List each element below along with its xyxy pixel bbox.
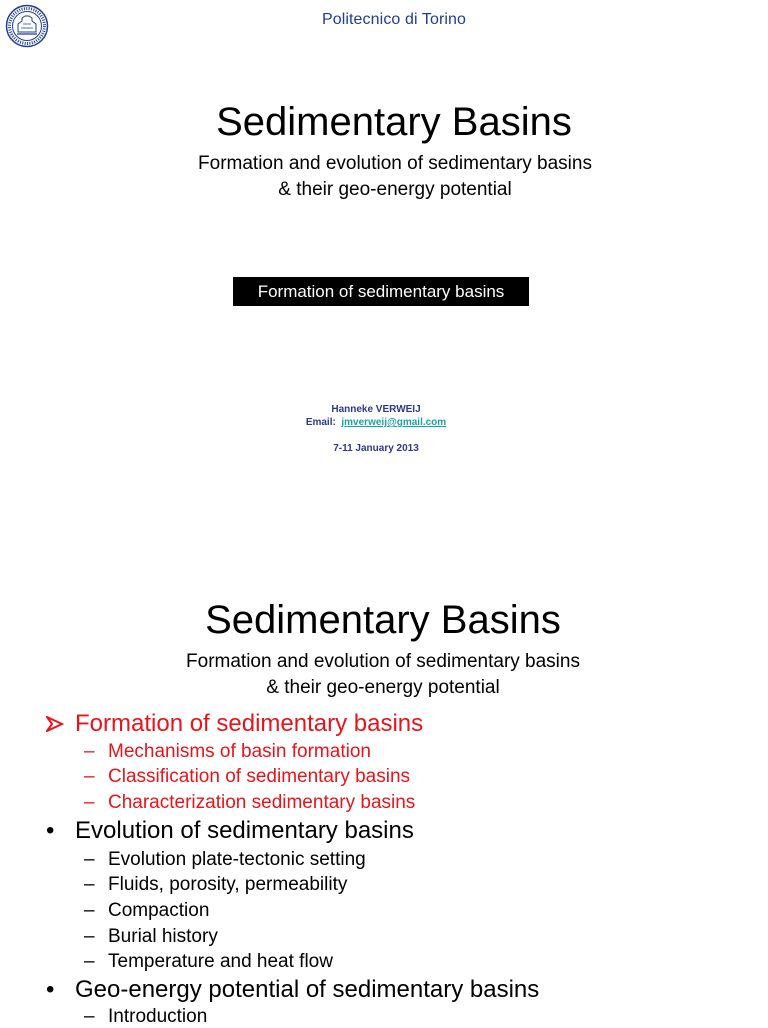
sub-bullet-item: – Evolution plate-tectonic setting bbox=[84, 849, 366, 870]
bullet-label: Geo-energy potential of sedimentary basins bbox=[75, 976, 540, 1003]
dot-bullet-icon: • bbox=[46, 817, 55, 844]
date-text: 7-11 January 2013 bbox=[333, 443, 419, 454]
sub-bullet-item: – Fluids, porosity, permeability bbox=[84, 874, 348, 895]
sub-bullet-item: – Classification of sedimentary basins bbox=[84, 766, 411, 787]
sub-bullet-item: – Introduction bbox=[84, 1006, 208, 1027]
sub-bullet-label: Fluids, porosity, permeability bbox=[108, 874, 348, 895]
dot-bullet-icon: • bbox=[46, 976, 55, 1003]
sub-bullet-item: – Mechanisms of basin formation bbox=[84, 741, 371, 762]
slide2-subtitle-line1: Formation and evolution of sedimentary basins bbox=[186, 651, 580, 672]
slide2-subtitle-line2: & their geo-energy potential bbox=[266, 677, 500, 698]
sub-bullet-label: Temperature and heat flow bbox=[108, 951, 333, 972]
arrow-bullet-icon bbox=[46, 716, 64, 732]
institution-name: Politecnico di Torino bbox=[321, 11, 467, 28]
slide1-subtitle-line1: Formation and evolution of sedimentary basins bbox=[198, 153, 592, 174]
author-name: Hanneke VERWEIJ bbox=[331, 404, 421, 415]
sub-bullet-label: Characterization sedimentary basins bbox=[108, 792, 416, 813]
sub-bullet-label: Burial history bbox=[108, 926, 218, 947]
sub-bullet-label: Classification of sedimentary basins bbox=[108, 766, 411, 787]
bullet-label: Formation of sedimentary basins bbox=[75, 710, 424, 737]
sub-bullet-item: – Characterization sedimentary basins bbox=[84, 792, 416, 813]
slide1-title: Sedimentary Basins bbox=[216, 100, 572, 144]
bullet-label: Evolution of sedimentary basins bbox=[75, 817, 414, 844]
slide1-subtitle-line2: & their geo-energy potential bbox=[278, 179, 512, 200]
sub-bullet-item: – Compaction bbox=[84, 900, 210, 921]
author-email bbox=[0, 417, 752, 428]
sub-bullet-label: Mechanisms of basin formation bbox=[108, 741, 371, 762]
sub-bullet-item: – Temperature and heat flow bbox=[84, 951, 333, 972]
email-link[interactable]: jmverweij@gmail.com bbox=[341, 417, 447, 428]
section-box: Formation of sedimentary basins bbox=[233, 277, 529, 306]
sub-bullet-label: Introduction bbox=[108, 1006, 208, 1027]
sub-bullet-label: Compaction bbox=[108, 900, 210, 921]
email-label: Email: bbox=[305, 417, 336, 428]
slide2-title: Sedimentary Basins bbox=[205, 598, 561, 642]
sub-bullet-item: – Burial history bbox=[84, 926, 218, 947]
sub-bullet-label: Evolution plate-tectonic setting bbox=[108, 849, 366, 870]
